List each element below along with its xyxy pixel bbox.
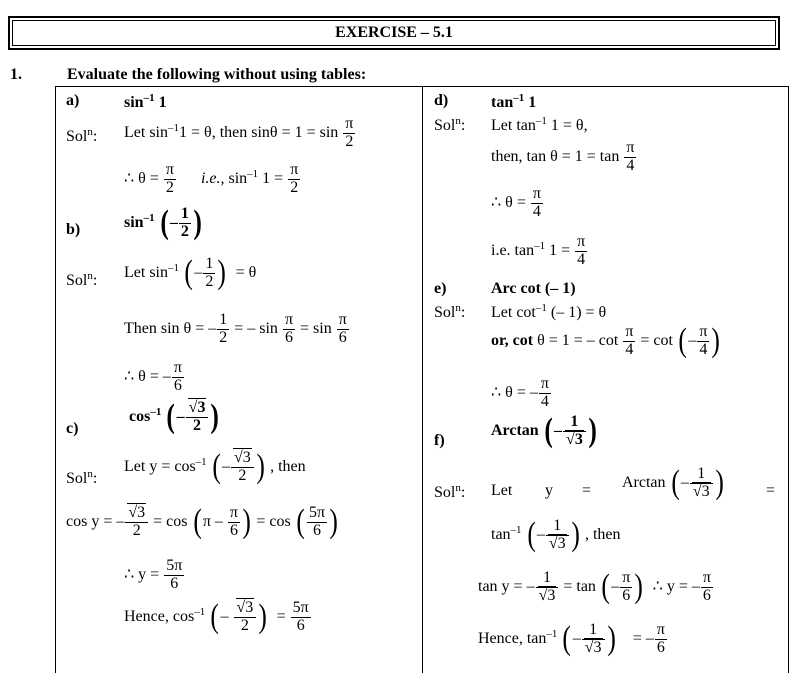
part-b-then: Then sin θ = – $\frac{1}{2}$ = – sin $\frac{\pi}{6}$ = sin $\frac{\pi}{6}$ [124,311,347,346]
table-right-rule [788,86,789,673]
part-e-or: or, cot θ = 1 = – cot $\frac{\pi}{4}$ = cot (– $\frac{\pi}{4}$ ) [491,322,721,360]
part-f-y: y [545,482,553,499]
part-f-tany: tan y = – $\frac{1}{√3}$ = tan (– $\frac{\pi}{6}$ ) ∴ y = – $\frac{\pi}{6}$ [478,568,711,606]
part-c-solution: Let $y = \cos^{-1}$ (– $\frac{√3}{2}$ ) , then [124,448,306,486]
part-c-cos: cos y = – $\frac{√3}{2}$ = cos (π – $\frac{\pi}{6}$ ) = cos ( $\frac{5\pi}{6}$ ) [66,503,338,541]
part-f-eq: = [582,482,592,499]
part-a-expr: $\sin^{-1} 1$ [124,92,167,111]
part-b-expr: $\sin^{-1}$ (– $\frac{1}{2}$ ) [124,204,202,242]
part-c-expr: $\cos^{-1}$ (– $\frac{√3}{2}$ ) [129,398,220,436]
part-a-sol-label: Sol$^n$: [66,126,98,145]
part-d-label: d) [434,92,449,109]
exercise-title: EXERCISE – 5.1 [335,24,453,41]
part-c-answer: ∴ y = $\frac{5\pi}{6}$ [124,557,183,592]
part-f-hence: Hence, $\tan^{-1}$ (– $\frac{1}{√3}$ ) = – $\frac{\pi}{6}$ [478,620,665,658]
part-e-expr: Arc cot (– 1) [491,280,576,297]
part-d-expr: $\tan^{-1} 1$ [491,92,537,111]
table-left-rule [55,86,56,673]
part-f-tan: $\tan^{-1}$ (– $\frac{1}{√3}$ ) , then [491,516,621,554]
part-c-label: c) [66,420,79,437]
part-f-arctan: Arctan (– $\frac{1}{√3}$ ) [622,464,724,502]
table-middle-rule [422,86,423,673]
part-a-label: a) [66,92,80,109]
part-e-solution: Let $\cot^{-1}$ (– 1) = θ [491,302,607,321]
part-e-answer: ∴ θ = – $\frac{\pi}{4}$ [491,375,549,410]
question-text: Evaluate the following without using tables: [67,66,367,83]
part-b-answer: ∴ θ = – $\frac{\pi}{6}$ [124,359,182,394]
part-f-label: f) [434,432,445,449]
question-number: 1. [10,66,22,83]
part-e-sol-label: Sol$^n$: [434,302,466,321]
part-c-sol-label: Sol$^n$: [66,468,98,487]
part-b-label: b) [66,221,81,238]
part-a-solution: Let $\sin^{-1}1 = \theta$, then sinθ = 1 = sin $\frac{\pi}{2}$ [124,115,354,150]
part-f-expr: Arctan (– $\frac{1}{√3}$ ) [491,412,597,450]
part-d-solution: Let $\tan^{-1} 1 = \theta$, [491,115,588,134]
part-d-answer: ∴ θ = $\frac{\pi}{4}$ [491,185,541,220]
part-c-hence: Hence, $\cos^{-1}$ (– $\frac{√3}{2}$ ) = $\frac{5\pi}{6}$ [124,598,309,636]
part-b-sol-label: Sol$^n$: [66,270,98,289]
part-f-let: Let [491,482,513,499]
part-e-label: e) [434,280,447,297]
part-f-eq2: = [766,482,776,499]
part-d-sol-label: Sol$^n$: [434,115,466,134]
part-d-ie: i.e. $\tan^{-1} 1$ = $\frac{\pi}{4}$ [491,233,586,268]
part-d-then: then, tan θ = 1 = tan $\frac{\pi}{4}$ [491,139,635,174]
part-b-solution: Let $\sin^{-1}$ (– $\frac{1}{2}$ ) = θ [124,254,257,292]
exercise-header [8,16,780,50]
part-f-sol-label: Sol$^n$: [434,482,466,501]
part-a-answer: ∴ θ = $\frac{\pi}{2}$ i.e., $\sin^{-1} 1$ = $\frac{\pi}{2}$ [124,161,299,196]
